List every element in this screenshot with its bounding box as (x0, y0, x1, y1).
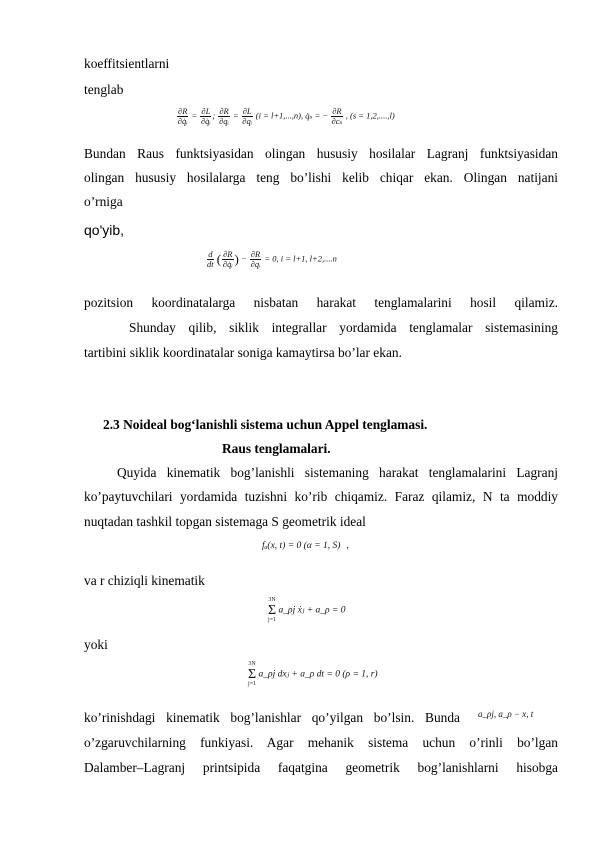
formula-differential-constraint: 3N Σ j=1 a_ρj dxⱼ + a_ρ dt = 0 (ρ = 1, r) (248, 661, 378, 687)
text-line: Shunday qilib, siklik integrallar yordamida tenglamalar sistemasining (129, 320, 558, 335)
section-subheading: Raus tenglamalari. (222, 441, 331, 456)
formula-inline-variables: a_ρj, a_ρ − x, t (478, 709, 534, 719)
text-line: Bundan Raus funktsiyasidan olingan hususiy hosilalar Lagranj funktsiyasidan (84, 146, 558, 161)
text-line: yoki (84, 637, 108, 652)
text-line: ko’rinishdagi kinematik bog’lanishlar qo’yilgan bo’lsin. Bunda (84, 710, 460, 725)
text-line: tartibini siklik koordinatalar soniga kamaytirsa bo’lar ekan. (84, 345, 402, 360)
text-line: Dalamber–Lagranj printsipida faqatgina geometrik bog’lanishlarni hisobga (84, 760, 558, 775)
text-line: Quyida kinematik bog’lanishli sistemaning harakat tenglamalarini Lagranj (117, 465, 558, 480)
text-line: olingan hususiy hosilalarga teng bo’lishi kelib chiqar ekan. Olingan natijani (84, 170, 558, 185)
text-line: ko’paytuvchilari yordamida tuzishni ko’rib chiqamiz. Faraz qilamiz, N ta moddiy (84, 489, 558, 504)
text-line: o’rniga (84, 194, 123, 209)
formula-kinematic-constraint: 3N Σ j=1 a_ρj ẋⱼ + a_ρ = 0 (268, 597, 346, 623)
text-line: tenglab (84, 82, 124, 97)
text-line: va r chiziqli kinematik (84, 573, 205, 588)
text-line: pozitsion koordinatalarga nisbatan harakat tenglamalarini hosil qilamiz. (84, 295, 558, 310)
text-line: koeffitsientlarni (84, 56, 170, 71)
formula-raus-equation: $\frac{d}{dt}$ ( $\frac{\partial R}{\text{∂q̇ᵢ}}$ ) − $\frac{\partial R}{\text{∂qᵢ}}$ = 0, i = l+1, l+2,....n (207, 249, 337, 269)
text-line: o’zgaruvchilarning funkiyasi. Agar mehanik sistema uchun o’rinli bo’lgan (84, 735, 558, 750)
text-line: nuqtadan tashkil topgan sistemaga S geometrik ideal (84, 514, 366, 529)
text-line: qo'yib, (84, 222, 125, 238)
formula-geometric-constraint: fₐ(x, t) = 0 (α = 1, S) , (262, 541, 349, 551)
formula-partial-derivatives: $\frac{\partial R}{\text{∂q̇ᵢ}}$ = $\frac{\partial L}{\text{∂q̇ᵢ}}$ ; $\frac{\partial R}{\text{∂qᵢ}}$ = $\frac{\partial L}{\text{∂qᵢ}}$ (i = l+1,...,n), q̇ₛ = − $\frac{\partial R}{\text{∂cₛ}}$ , (s = 1,2,....,l) (177, 106, 395, 126)
section-heading: 2.3 Noideal bog‘lanishli sistema uchun Appel tenglamasi. (103, 417, 428, 432)
